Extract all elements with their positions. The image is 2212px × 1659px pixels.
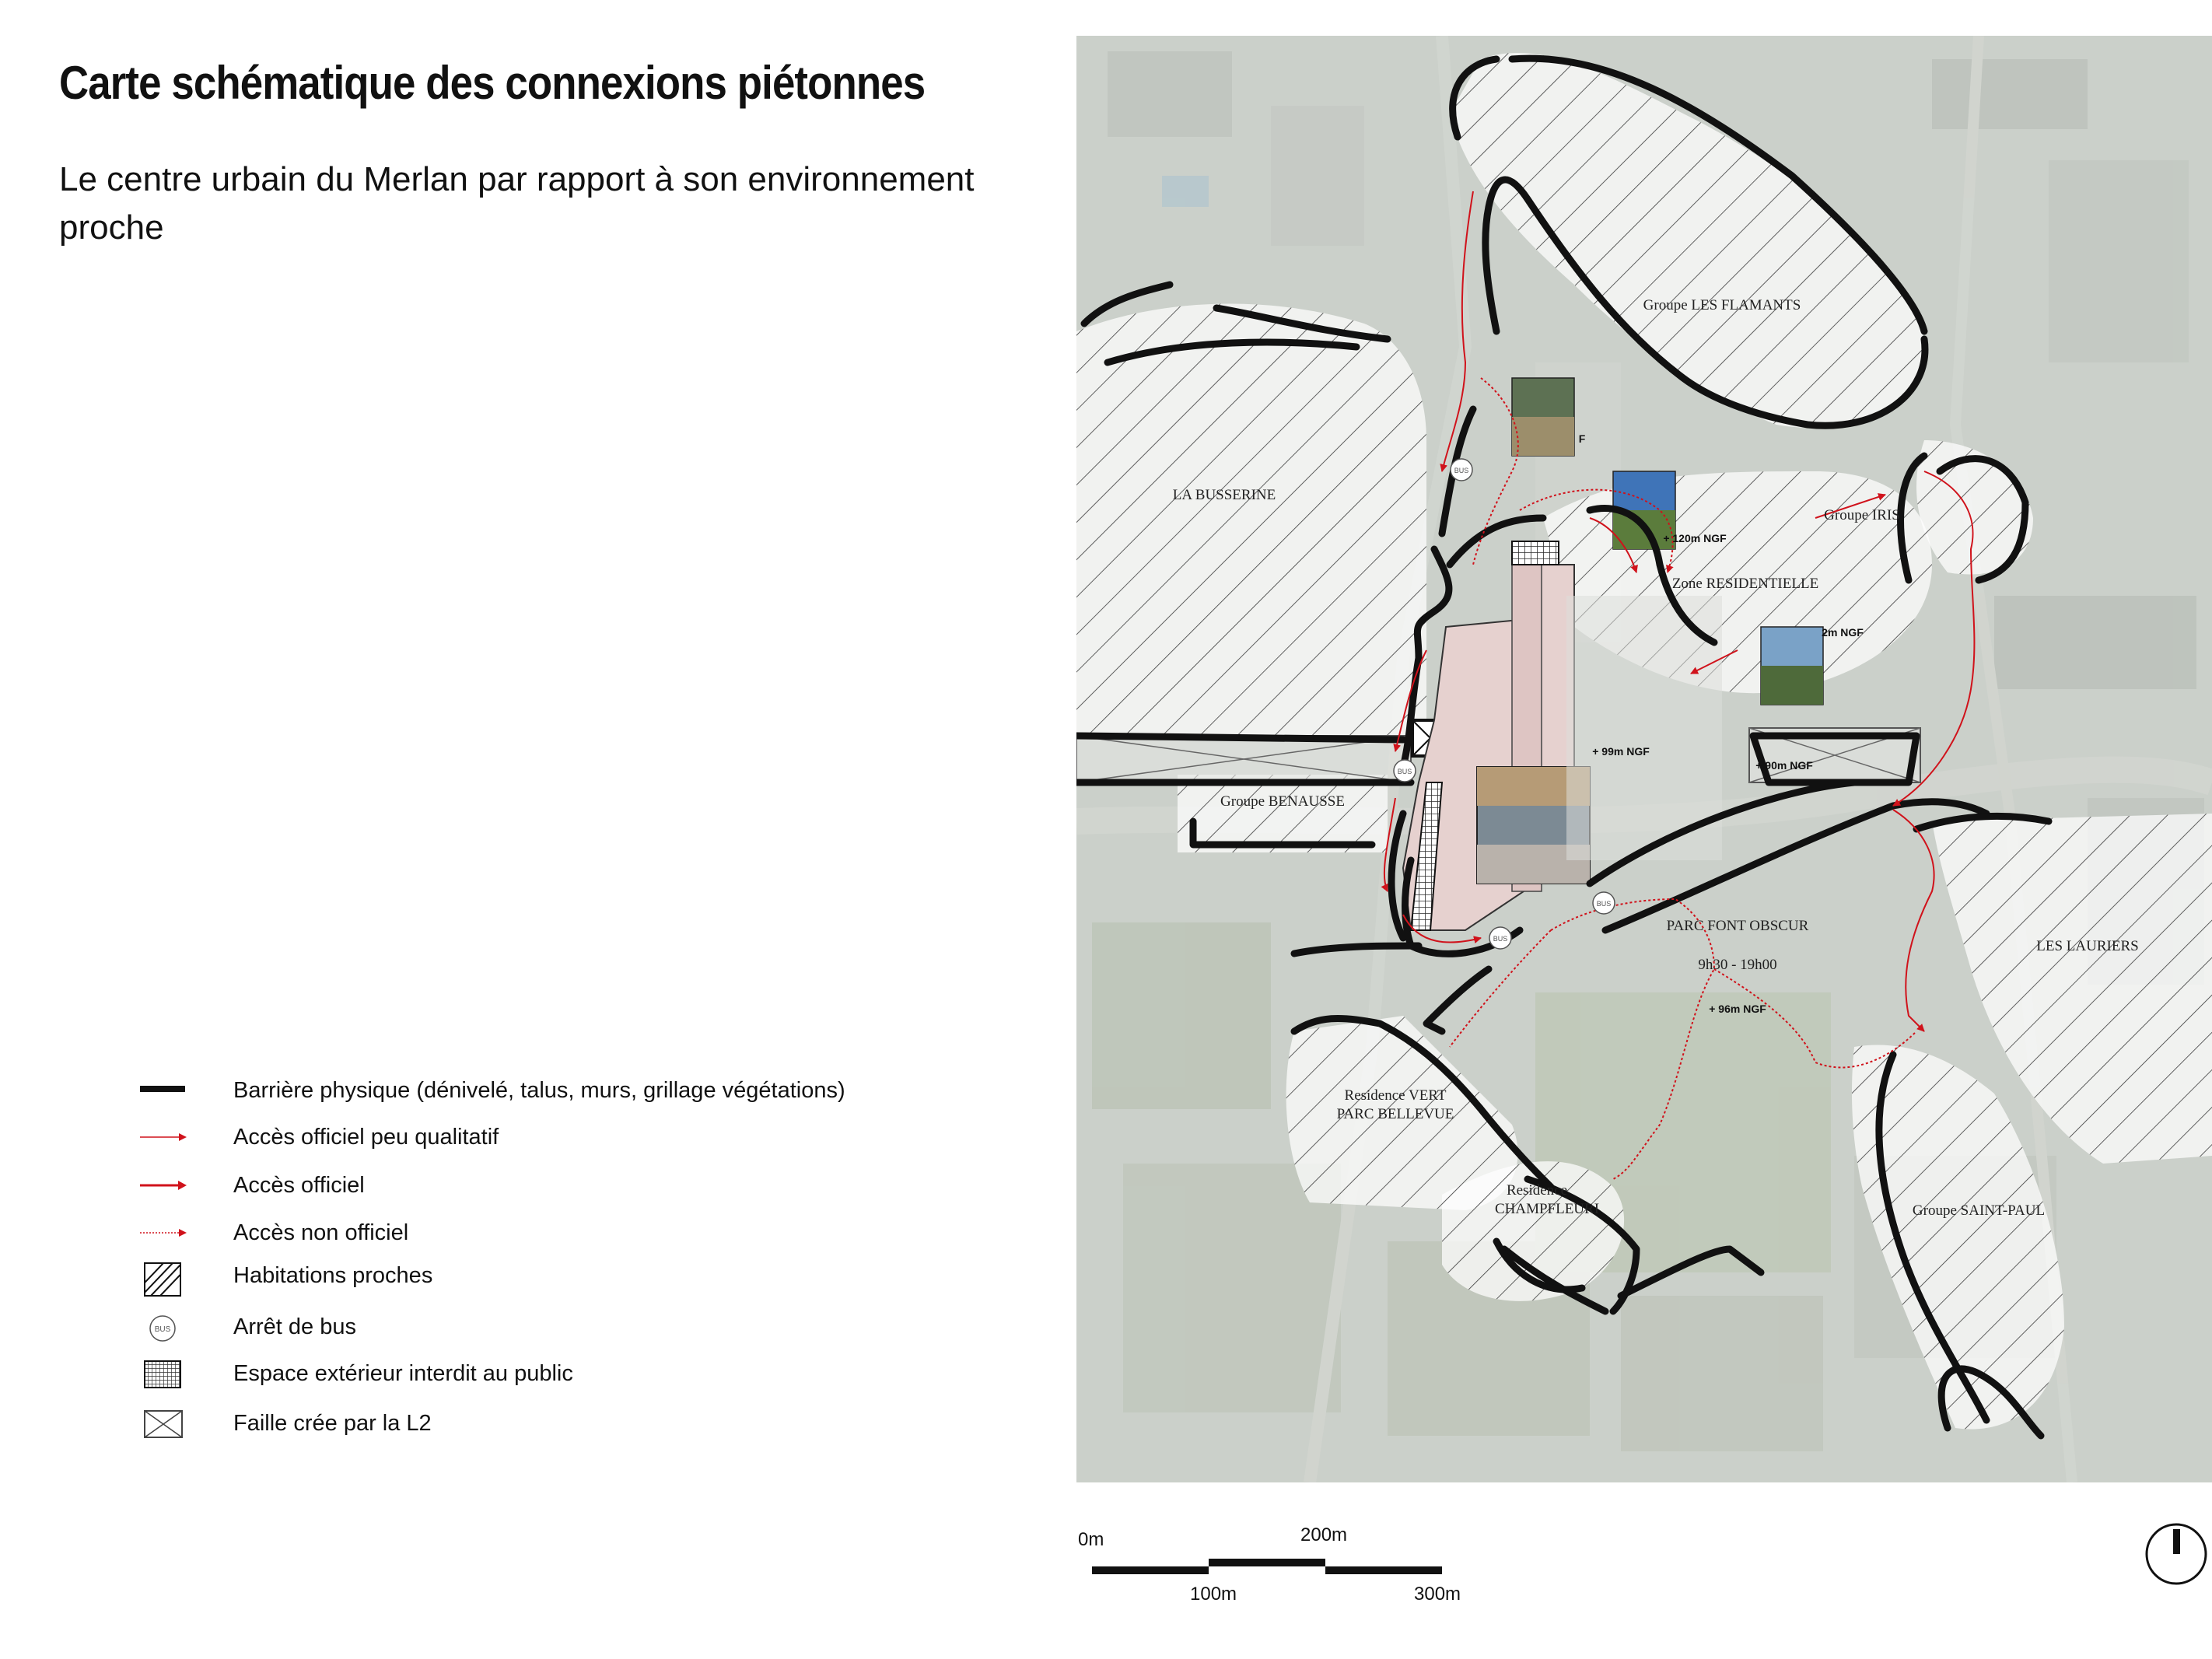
grid-square-icon xyxy=(140,1356,187,1403)
hatch-square-icon xyxy=(140,1258,187,1305)
bus-stop-icon xyxy=(140,1310,187,1356)
legend-item-access-poor xyxy=(140,1120,996,1167)
page-subtitle: Le centre urbain du Merlan par rapport à son environnement proche xyxy=(59,160,975,247)
label-flamants: Groupe LES FLAMANTS xyxy=(1643,297,1801,313)
elevation-90: + 90m NGF xyxy=(1755,759,1813,772)
arrow-dotted-icon xyxy=(140,1216,187,1262)
page-title: Carte schématique des connexions piétonnes xyxy=(59,57,926,109)
scale-bar xyxy=(1073,1517,1478,1618)
scale-label-100: 100m xyxy=(1190,1584,1237,1605)
elevation-96: + 96m NGF xyxy=(1709,1003,1766,1015)
legend-label-barrier: Barrière physique (dénivelé, talus, murs, grillage végétations) xyxy=(233,1078,845,1103)
label-zone-residentielle: Zone RESIDENTIELLE xyxy=(1671,576,1819,592)
label-vert-line2: PARC BELLEVUE xyxy=(1336,1106,1454,1122)
arrow-thin-icon xyxy=(140,1120,187,1167)
legend-label-forbidden: Espace extérieur interdit au public xyxy=(233,1361,573,1386)
legend-label-access-poor: Accès officiel peu qualitatif xyxy=(233,1125,499,1150)
label-champfleuri-line1: Residence xyxy=(1506,1182,1568,1199)
bus-stop-icon xyxy=(1489,927,1511,949)
label-busserine: LA BUSSERINE xyxy=(1172,487,1276,503)
elevation-partial-1: F xyxy=(1578,432,1586,445)
legend-label-housing: Habitations proches xyxy=(233,1263,433,1288)
legend-label-l2: Faille crée par la L2 xyxy=(233,1411,432,1436)
label-lauriers: LES LAURIERS xyxy=(2036,938,2139,954)
legend-item-housing xyxy=(140,1258,996,1305)
north-arrow-icon xyxy=(2145,1523,2212,1590)
housing-busserine xyxy=(1076,304,1426,736)
label-champfleuri-line2: CHAMPFLEURI xyxy=(1494,1201,1600,1217)
bus-stop-icon xyxy=(1394,760,1416,782)
label-vert-line1: Residence VERT xyxy=(1344,1087,1447,1104)
label-iris: Groupe IRIS xyxy=(1824,507,1900,523)
housing-benausse xyxy=(1178,775,1388,852)
legend-label-access: Accès officiel xyxy=(233,1173,365,1198)
svg-text:BUS: BUS xyxy=(1493,935,1508,943)
elevation-partial-2: 2m NGF xyxy=(1822,626,1864,639)
elevation-99: + 99m NGF xyxy=(1592,745,1650,758)
svg-text:BUS: BUS xyxy=(154,1325,171,1334)
legend-item-l2 xyxy=(140,1406,996,1453)
legend-item-forbidden xyxy=(140,1356,996,1403)
barrier-symbol-icon xyxy=(140,1073,187,1120)
legend-item-access-unofficial xyxy=(140,1216,996,1262)
bus-stop-icon xyxy=(1593,892,1615,914)
legend-label-access-unofficial: Accès non officiel xyxy=(233,1220,409,1245)
svg-text:BUS: BUS xyxy=(1454,467,1469,474)
svg-text:BUS: BUS xyxy=(1397,768,1412,775)
scale-label-200: 200m xyxy=(1300,1524,1348,1545)
label-parc: PARC FONT OBSCUR xyxy=(1666,918,1809,934)
label-parc-hours: 9h30 - 19h00 xyxy=(1698,957,1777,973)
label-saint-paul: Groupe SAINT-PAUL xyxy=(1912,1202,2046,1219)
svg-text:BUS: BUS xyxy=(1596,900,1612,908)
arrow-bold-icon xyxy=(140,1168,187,1215)
site-map xyxy=(1076,36,2212,1482)
label-benausse: Groupe BENAUSSE xyxy=(1220,793,1345,810)
map-canvas xyxy=(1076,36,2212,1482)
legend-item-barrier xyxy=(140,1073,996,1120)
bus-stop-icon xyxy=(1451,459,1472,481)
cross-box-icon xyxy=(140,1406,187,1453)
legend-item-access xyxy=(140,1168,996,1215)
elevation-120: + 120m NGF xyxy=(1663,532,1727,544)
scale-label-0: 0m xyxy=(1078,1529,1104,1550)
legend-item-bus xyxy=(140,1310,996,1356)
scale-label-300: 300m xyxy=(1414,1584,1461,1605)
legend-label-bus: Arrêt de bus xyxy=(233,1314,356,1339)
